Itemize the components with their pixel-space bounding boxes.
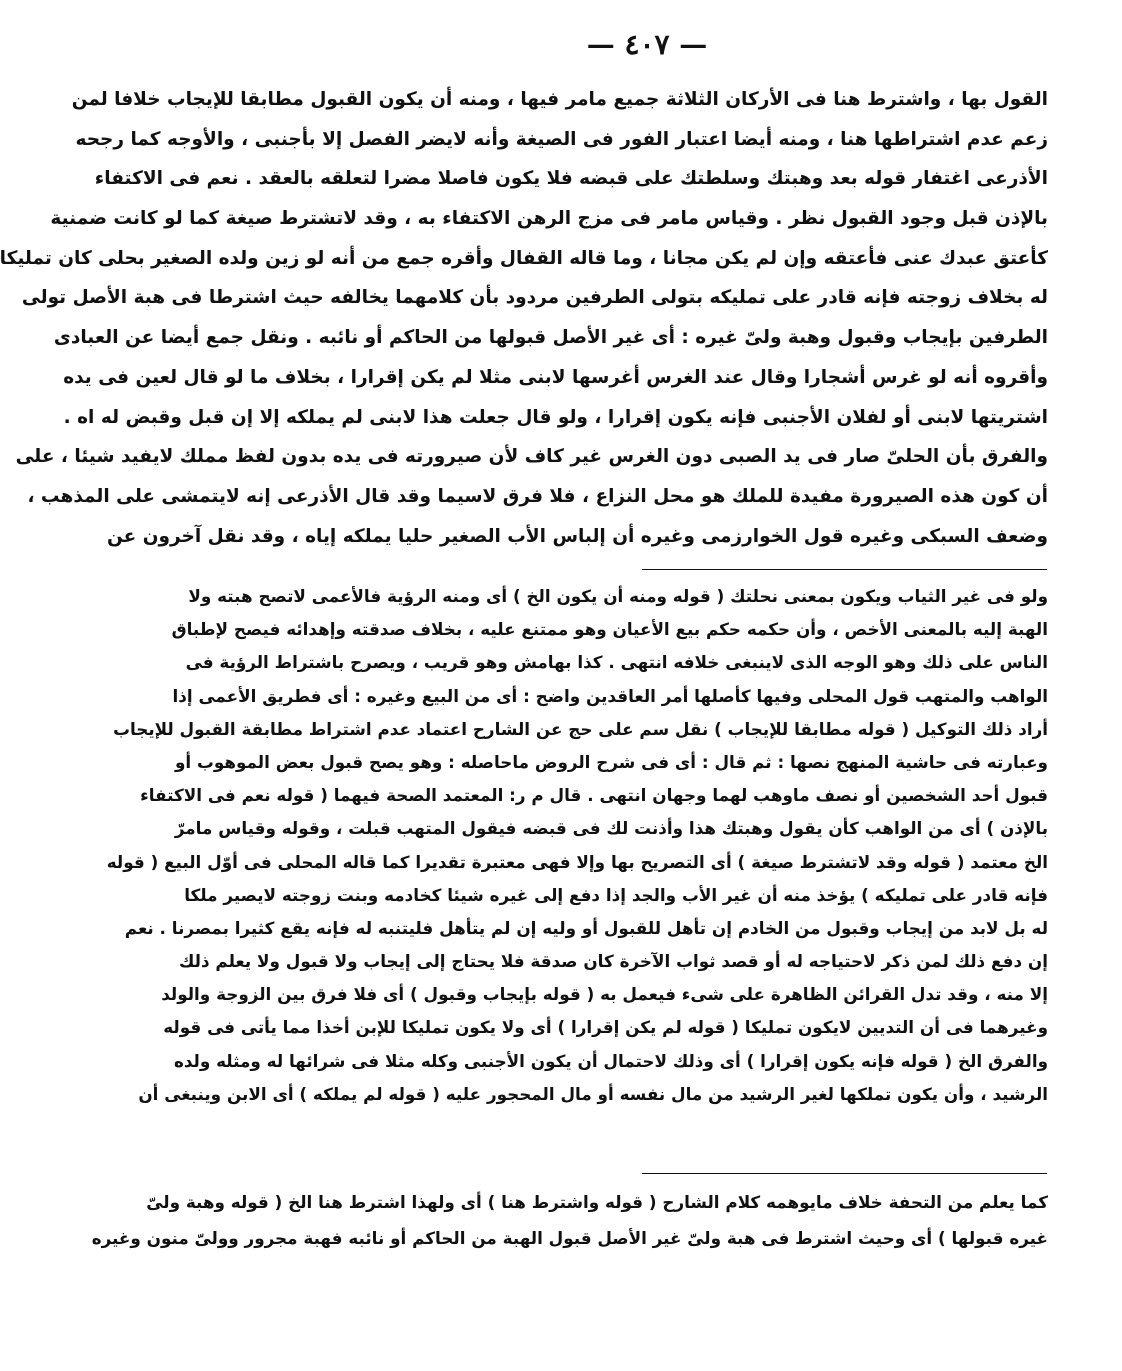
main-text-line: الأذرعى اغتفار قوله بعد وهبتك وسلطتك على قبضه فلا يكون فاصلا مضرا لتعلقه بالعقد . نعم فى الاكتفاء <box>94 168 1048 190</box>
commentary-line: فإنه قادر على تمليكه ) يؤخذ منه أن غير الأب والجد إذا دفع إلى غيره شيئا كخادمه وبنت زوجته لايصير ملكا <box>184 884 1048 905</box>
main-text-line: بالإذن قبل وجود القبول نظر . وقياس مامر فى مزج الرهن الاكتفاء به ، وقد لاتشترط صيغة كما لو كانت ضمنية <box>50 208 1048 230</box>
commentary-line: إن دفع ذلك لمن ذكر لاحتياجه له أو قصد ثواب الآخرة كان صدقة فلا يحتاج إلى إيجاب ولا قبول ولا يعلم ذلك <box>179 951 1048 972</box>
main-text-line: أن كون هذه الصيرورة مفيدة للملك هو محل النزاع ، فلا فرق لاسيما وقد قال الأذرعى إنه لايتمشى على المذهب ، <box>27 485 1048 507</box>
commentary-line: بالإذن ) أى من الواهب كأن يقول وهبتك هذا وأذنت لك فى قبضه فيقول المتهب قبلت ، وقوله وقياس مامرّ <box>174 818 1048 839</box>
commentary-line: وعبارته فى حاشية المنهج نصها : ثم قال : أى فى شرح الروض ماحاصله : وهو يصح قبول بعض الموهوب أو <box>174 751 1048 772</box>
main-text-line: القول بها ، واشترط هنا فى الأركان الثلاثة جميع مامر فيها ، ومنه أن يكون القبول مطابقا للإيجاب خلافا لمن <box>71 89 1048 110</box>
main-text-line: اشتريتها لابنى أو لفلان الأجنبى فإنه يكون إقرارا ، ولو قال جعلت هذا لابنى لم يملكه إلا إن قبل وقبض له اه . <box>63 406 1048 428</box>
commentary-section-2 <box>91 1184 1048 1256</box>
main-text-line: له بخلاف زوجته فإنه قادر على تمليكه بتولى الطرفين مردود بأن كلامهما يخالفه حيث اشترطا فى هبة الأصل تولى <box>21 287 1048 309</box>
footnote-divider-2 <box>642 1173 1047 1174</box>
commentary-line: الناس على ذلك وهو الوجه الذى لاينبغى خلافه انتهى . كذا بهامش وهو قريب ، ويصرح باشتراط الرؤية فى <box>185 652 1048 673</box>
commentary-line: له بل لابد من إيجاب وقبول من الخادم إن تأهل للقبول أو وليه إن لم يتأهل فليتنبه له فإنه يقع كثيرا بمصرنا . نعم <box>124 917 1048 938</box>
commentary-line: ولو فى غير الثياب ويكون بمعنى نحلتك ( قوله ومنه أن يكون الخ ) أى ومنه الرؤية فالأعمى لاتصح هبته ولا <box>188 586 1048 606</box>
main-text-line: والفرق بأن الحلىّ صار فى يد الصبى دون الغرس غير كاف لأن صيرورته فى يده بدون لفظ مملك لايفيد شيئا ، على <box>15 446 1048 468</box>
commentary-line: كما يعلم من التحفة خلاف مايوهمه كلام الشارح ( قوله واشترط هنا ) أى ولهذا اشترط هنا الخ ( قوله وهبة ولىّ <box>146 1192 1048 1212</box>
commentary-line: إلا منه ، وقد تدل القرائن الظاهرة على شىء فيعمل به ( قوله بإيجاب وقبول ) أى فلا فرق بين الزوجة والولد <box>161 984 1048 1005</box>
commentary-line: وغيرهما فى أن التديين لايكون تمليكا ( قوله لم يكن إقرارا ) أى ولا يكون تمليكا للإبن أخذا مما يأتى فى قوله <box>163 1017 1048 1038</box>
page-number: — ٤٠٧ — <box>586 28 708 61</box>
commentary-line: الخ معتمد ( قوله وقد لاتشترط صيغة ) أى التصريح بها وإلا فهى معتبرة تقديرا كما قاله المحلى فى أوّل البيع ( قوله <box>106 851 1048 872</box>
commentary-line: والفرق الخ ( قوله فإنه يكون إقرارا ) أى وذلك لاحتمال أن يكون الأجنبى وكله مثلا فى شرائها له ومثله ولده <box>173 1050 1048 1071</box>
footnote-divider-1 <box>642 569 1047 570</box>
commentary-line: الواهب والمتهب قول المحلى وفيها كأصلها أمر العاقدين واضح : أى من البيع وغيره : أى فطريق الأعمى إذا <box>172 685 1048 706</box>
commentary-line: الهبة إليه بالمعنى الأخص ، وأن حكمه حكم بيع الأعيان وهو ممتنع عليه ، بخلاف صدقته وإهدائه فيصح لإطباق <box>171 619 1048 640</box>
main-text-line: وأقروه أنه لو غرس أشجارا وقال عند الغرس أغرسها لابنى مثلا لم يكن إقرارا ، بخلاف ما لو قال لعين فى يده <box>63 366 1048 388</box>
commentary-section-1 <box>106 580 1048 1111</box>
main-text-line: زعم عدم اشتراطها هنا ، ومنه أيضا اعتبار الفور فى الصيغة وأنه لايضر الفصل إلا بأجنبى ، والأوجه كما رجحه <box>75 128 1048 150</box>
commentary-line: الرشيد ، وأن يكون تملكها لغير الرشيد من مال نفسه أو مال المحجور عليه ( قوله لم يملكه ) أى الابن وينبغى أن <box>138 1083 1048 1104</box>
main-text-line: كأعتق عبدك عنى فأعتقه وإن لم يكن مجانا ، وما قاله القفال وأقره جمع من أنه لو زين ولده الصغير بحلى كان تمليكا <box>0 247 1048 269</box>
main-text-line: الطرفين بإيجاب وقبول وهبة ولىّ غيره : أى غير الأصل قبولها من الحاكم أو نائبه . ونقل جمع أيضا عن العبادى <box>53 327 1048 349</box>
commentary-line: أراد ذلك التوكيل ( قوله مطابقا للإيجاب ) نقل سم على حج عن الشارح اعتماد عدم اشتراط مطابقة القبول للإيجاب <box>113 718 1048 739</box>
commentary-line: قبول أحد الشخصين أو نصف ماوهب لهما وجهان انتهى . قال م ر: المعتمد الصحة فيهما ( قوله نعم فى الاكتفاء <box>140 785 1048 806</box>
main-text-line: وضعف السبكى وغيره قول الخوارزمى وغيره أن إلباس الأب الصغير حليا يملكه إياه ، وقد نقل آخرون عن <box>107 525 1048 547</box>
main-text <box>0 80 1048 556</box>
commentary-line: غيره قبولها ) أى وحيث اشترط فى هبة ولىّ غير الأصل قبول الهبة من الحاكم أو نائبه فهبة مجرور وولىّ منون وغيره <box>91 1228 1048 1248</box>
